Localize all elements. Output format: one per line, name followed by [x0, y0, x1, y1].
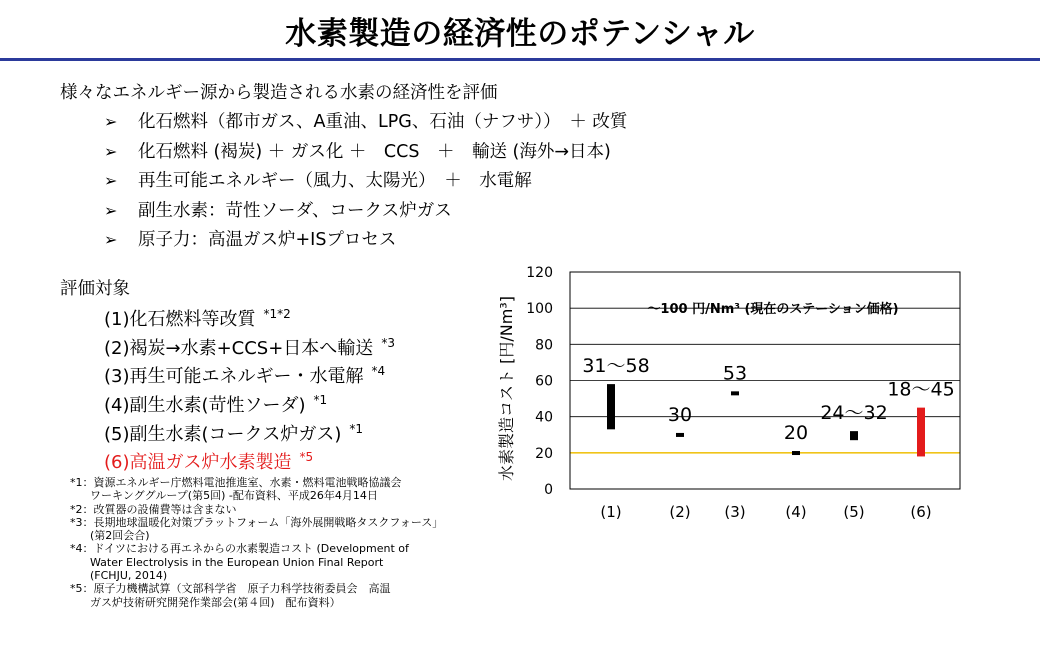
- x-tick-label: (2): [669, 503, 691, 521]
- target-note-ref: *3: [381, 335, 395, 350]
- data-label: 18～45: [887, 378, 955, 401]
- footnote-line: (FCHJU, 2014): [90, 569, 168, 583]
- target-note-ref: *4: [371, 364, 386, 379]
- range-bar: [850, 431, 858, 440]
- data-label: 24～32: [820, 402, 888, 425]
- bullet-arrow-icon: ➢: [104, 230, 118, 249]
- range-bar: [917, 408, 925, 457]
- title-underline: [0, 58, 1040, 61]
- y-axis-label: 水素製造コスト [円/Nm³]: [497, 296, 516, 481]
- footnote-line: Water Electrolysis in the European Union Final Report: [90, 555, 384, 569]
- x-tick-label: (4): [785, 503, 807, 521]
- x-tick-label: (1): [600, 503, 622, 521]
- footnote-line: ガス炉技術研究開発作業部会(第４回) 配布資料）: [90, 595, 341, 609]
- energy-source-label: 化石燃料（都市ガス、A重油、LPG、石油（ナフサ）） ＋ 改質: [138, 112, 628, 132]
- target-label: (2)褐炭→水素+CCS+日本へ輸送: [104, 337, 374, 359]
- x-tick-label: (5): [843, 503, 865, 521]
- target-label: (1)化石燃料等改質: [104, 309, 256, 330]
- footnote-line: ワーキンググループ(第5回) -配布資料、平成26年4月14日: [90, 489, 378, 503]
- evaluation-target: [104, 443, 395, 472]
- footnote-line: *5：原子力機構試算（文部科学省 原子力科学技術委員会 高温: [70, 582, 391, 596]
- target-note-ref: *5: [299, 450, 314, 465]
- bullet-arrow-icon: ➢: [104, 171, 118, 190]
- data-label: 53: [722, 362, 748, 385]
- energy-source-label: 原子力：高温ガス炉+ISプロセス: [138, 230, 397, 250]
- energy-source-item: [104, 107, 627, 137]
- bullet-arrow-icon: ➢: [104, 141, 118, 161]
- evaluation-target: [104, 386, 395, 415]
- bullet-arrow-icon: ➢: [104, 112, 118, 131]
- y-tick-label: 0: [544, 482, 553, 498]
- energy-source-item: [104, 196, 627, 226]
- evaluation-target: [104, 300, 395, 329]
- range-bar: [607, 384, 615, 429]
- energy-source-item: [104, 166, 627, 196]
- energy-source-list: [104, 107, 627, 255]
- range-bar: [676, 433, 684, 437]
- range-bar: [731, 391, 739, 395]
- evaluation-target: [104, 329, 395, 358]
- data-label: 20: [783, 422, 809, 445]
- target-label: (4)副生水素(苛性ソーダ): [104, 395, 306, 417]
- y-tick-label: 80: [535, 337, 553, 354]
- data-label: 31～58: [582, 355, 650, 378]
- footnote-line: *2：改質器の設備費等は含まない: [70, 502, 237, 516]
- energy-source-item: [104, 225, 627, 255]
- reference-line-label: ～100 円/Nm³ (現在のステーション価格): [647, 302, 899, 318]
- footnote-line: *3：長期地球温暖化対策プラットフォーム「海外展開戦略タスクフォース」: [70, 515, 444, 529]
- x-tick-label: (6): [910, 503, 932, 521]
- energy-source-label: 化石燃料 (褐炭) ＋ ガス化 ＋ CCS ＋ 輸送 (海外→日本): [138, 141, 611, 162]
- range-bar: [792, 451, 800, 455]
- energy-source-label: 副生水素：苛性ソーダ、コークス炉ガス: [138, 200, 452, 221]
- target-note-ref: *1*2: [263, 307, 291, 321]
- cost-chart: [490, 262, 990, 532]
- intro-text: 様々なエネルギー源から製造される水素の経済性を評価: [60, 83, 498, 103]
- y-tick-label: 40: [535, 409, 553, 426]
- bullet-arrow-icon: ➢: [104, 200, 118, 220]
- data-label: 30: [667, 403, 693, 426]
- y-tick-label: 120: [526, 265, 553, 281]
- evaluation-heading: 評価対象: [60, 279, 130, 299]
- target-label: (3)再生可能エネルギー・水電解: [104, 366, 364, 388]
- evaluation-target: [104, 415, 395, 444]
- footnote-line: *4：ドイツにおける再エネからの水素製造コスト (Development of: [70, 542, 409, 556]
- energy-source-item: [104, 137, 627, 167]
- x-tick-label: (3): [724, 503, 746, 521]
- target-note-ref: *1: [349, 421, 364, 436]
- evaluation-target: [104, 357, 395, 386]
- footnote-line: (第2回会合): [90, 529, 150, 543]
- target-note-ref: *1: [313, 393, 328, 408]
- footnote-line: *1：資源エネルギー庁燃料電池推進室、水素・燃料電池戦略協議会: [70, 476, 402, 489]
- evaluation-target-list: [104, 300, 395, 472]
- y-tick-label: 60: [535, 373, 553, 390]
- energy-source-label: 再生可能エネルギー（風力、太陽光） ＋ 水電解: [138, 171, 532, 191]
- target-label: (5)副生水素(コークス炉ガス): [104, 423, 342, 445]
- y-tick-label: 100: [526, 301, 553, 318]
- target-label: (6)高温ガス炉水素製造: [104, 452, 292, 474]
- footnotes: [70, 476, 443, 609]
- slide-title: 水素製造の経済性のポテンシャル: [285, 16, 755, 52]
- y-tick-label: 20: [535, 445, 553, 462]
